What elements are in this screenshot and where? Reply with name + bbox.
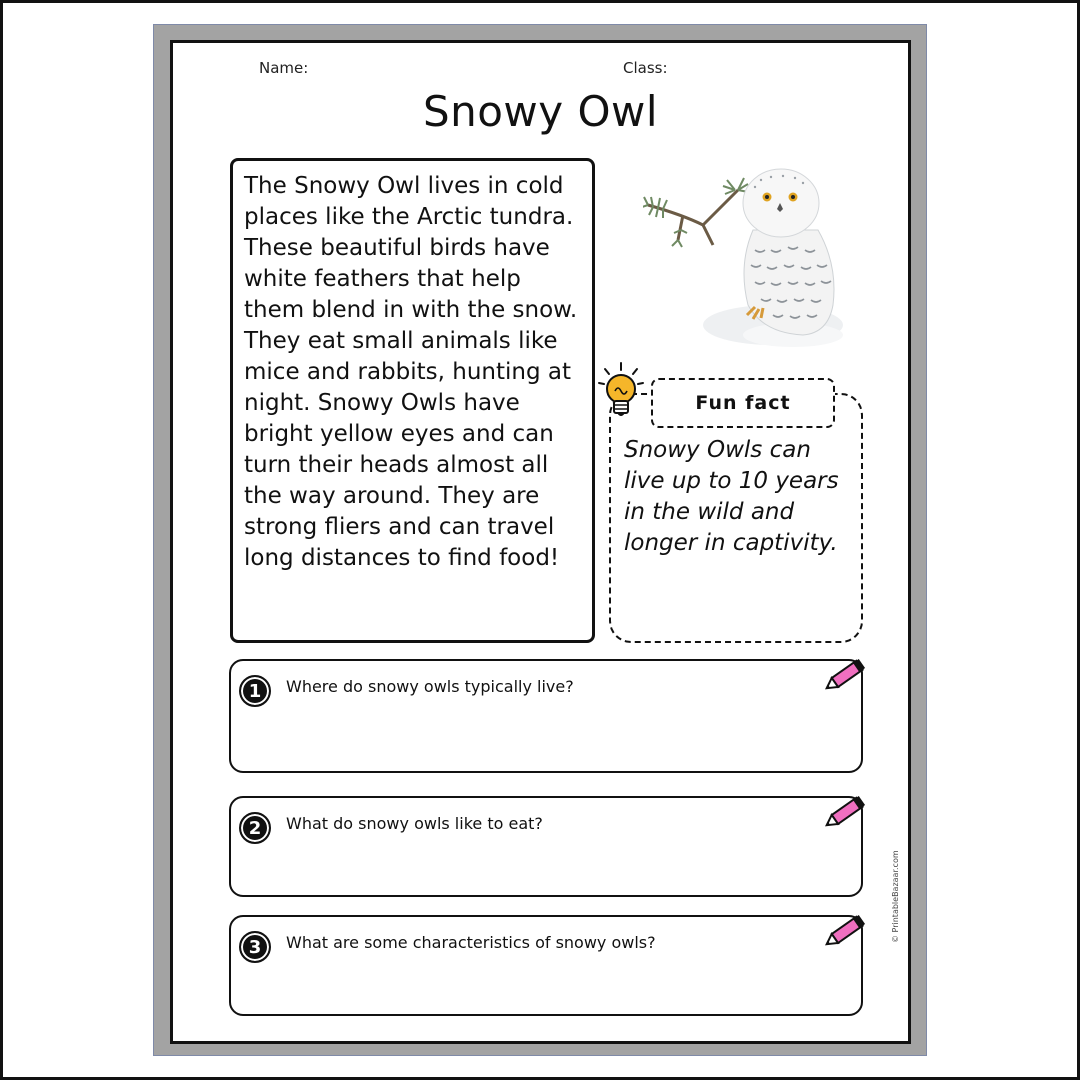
- pencil-icon: [819, 790, 871, 836]
- name-label: Name:: [259, 59, 309, 77]
- question-number: 3: [239, 931, 271, 963]
- fun-fact-label: Fun fact: [651, 378, 835, 428]
- question-number: 1: [239, 675, 271, 707]
- reading-passage: The Snowy Owl lives in cold places like the Arctic tundra. These beautiful birds have white feathers that help them blend in with the snow. They eat small animals like mice and rabbits, hunting at night. Snowy Owls have bright yellow eyes and can turn their heads almost all the way around. They are strong fliers and can travel long distances to find food!: [230, 158, 595, 643]
- class-label: Class:: [623, 59, 668, 77]
- question-text: Where do snowy owls typically live?: [286, 677, 574, 696]
- question-box-3[interactable]: [229, 915, 863, 1016]
- pencil-icon: [819, 653, 871, 699]
- copyright-text: © PrintableBazaar.com: [891, 850, 900, 943]
- question-box-2[interactable]: [229, 796, 863, 897]
- pencil-icon: [819, 909, 871, 955]
- snowy-owl-image: [643, 155, 843, 360]
- question-text: What do snowy owls like to eat?: [286, 814, 543, 833]
- lightbulb-icon: [597, 361, 645, 423]
- question-box-1[interactable]: [229, 659, 863, 773]
- question-number: 2: [239, 812, 271, 844]
- question-text: What are some characteristics of snowy owls?: [286, 933, 656, 952]
- worksheet-page: [170, 40, 911, 1044]
- page-title: Snowy Owl: [422, 87, 659, 136]
- fun-fact-text: Snowy Owls can live up to 10 years in the wild and longer in captivity.: [624, 437, 839, 556]
